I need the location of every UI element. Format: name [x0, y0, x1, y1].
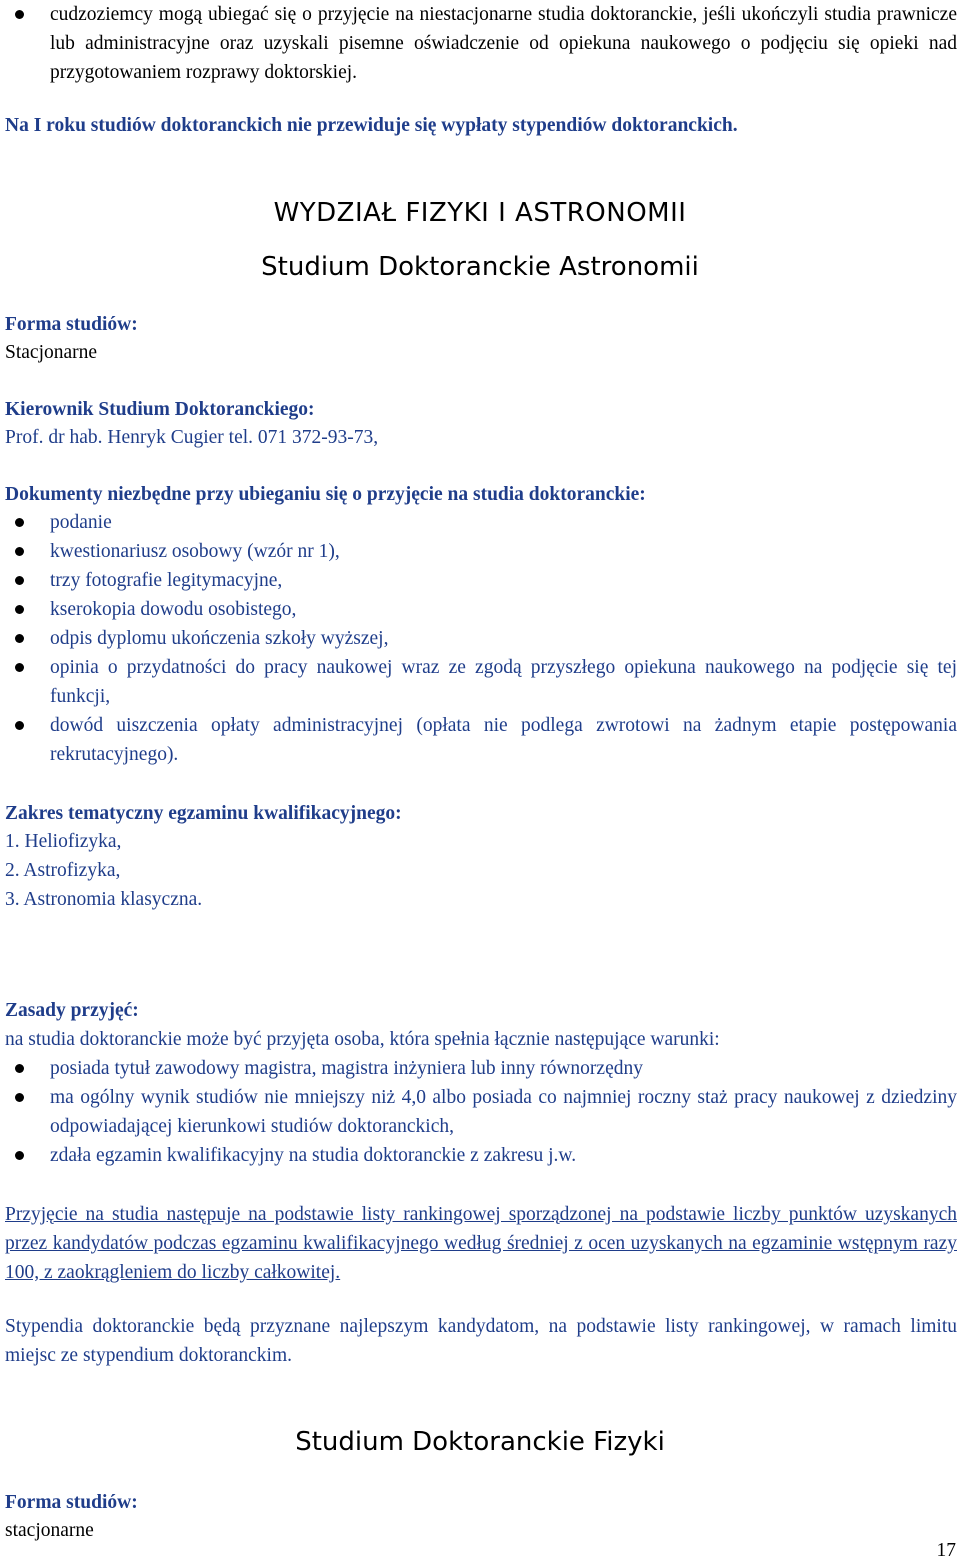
head-label: Kierownik Studium Doktoranckiego: [5, 399, 315, 420]
rules-intro: na studia doktoranckie może być przyjęta osoba, która spełnia łącznie następujące warunki: [5, 1029, 720, 1050]
no-scholarship-note: Na I roku studiów doktoranckich nie przewiduje się wypłaty stypendiów doktoranckich. [5, 115, 738, 136]
form-label: Forma studiów: [5, 314, 138, 335]
physics-title: Studium Doktoranckie Fizyki [295, 1427, 665, 1457]
rules-heading: Zasady przyjęć: [5, 1000, 139, 1021]
list-item: podanie [5, 508, 957, 537]
intro-bullet-item: cudzoziemcy mogą ubiegać się o przyjęcie na niestacjonarne studia doktoranckie, jeśli ukończyli studia prawnicze lub administracyjne oraz uzyskali pisemne oświadczenie od opiekuna naukowego o podjęciu się opieki nad przygotowaniem rozprawy doktorskiej. [5, 0, 957, 87]
documents-heading: Dokumenty niezbędne przy ubieganiu się o przyjęcie na studia doktoranckie: [5, 484, 646, 505]
list-item: odpis dyplomu ukończenia szkoły wyższej, [5, 624, 957, 653]
faculty-subtitle: Studium Doktoranckie Astronomii [261, 252, 699, 282]
list-item: ma ogólny wynik studiów nie mniejszy niż 4,0 albo posiada co najmniej roczny staż pracy naukowej z dziedziny odpowiadającej kierunkowi studiów doktoranckich, [5, 1083, 957, 1141]
list-item: zdała egzamin kwalifikacyjny na studia doktoranckie z zakresu j.w. [5, 1141, 957, 1170]
page-number: 17 [936, 1540, 956, 1561]
list-item: kwestionariusz osobowy (wzór nr 1), [5, 537, 957, 566]
exam-heading: Zakres tematyczny egzaminu kwalifikacyjnego: [5, 803, 402, 824]
head-value: Prof. dr hab. Henryk Cugier tel. 071 372-93-73, [5, 427, 379, 448]
list-item: kserokopia dowodu osobistego, [5, 595, 957, 624]
faculty-title: WYDZIAŁ FIZYKI I ASTRONOMII [273, 198, 687, 228]
list-item: trzy fotografie legitymacyjne, [5, 566, 957, 595]
documents-list [5, 508, 957, 769]
list-item: 2. Astrofizyka, [5, 860, 121, 881]
list-item: posiada tytuł zawodowy magistra, magistra inżyniera lub inny równorzędny [5, 1054, 957, 1083]
form-value: Stacjonarne [5, 342, 98, 363]
list-item: opinia o przydatności do pracy naukowej wraz ze zgodą przyszłego opiekuna naukowego na podjęcie się tej funkcji, [5, 653, 957, 711]
physics-form-value: stacjonarne [5, 1520, 94, 1541]
intro-list [5, 0, 957, 87]
list-item: dowód uiszczenia opłaty administracyjnej (opłata nie podlega zwrotowi na żadnym etapie postępowania rekrutacyjnego). [5, 711, 957, 769]
rules-list [5, 1054, 957, 1170]
scholarship-paragraph: Stypendia doktoranckie będą przyznane najlepszym kandydatom, na podstawie listy rankingowej, w ramach limitu miejsc ze stypendium doktoranckim. [5, 1316, 957, 1366]
exam-list [5, 827, 202, 914]
physics-form-label: Forma studiów: [5, 1492, 138, 1513]
ranking-paragraph: Przyjęcie na studia następuje na podstawie listy rankingowej sporządzonej na podstawie liczby punktów uzyskanych przez kandydatów podczas egzaminu kwalifikacyjnego według średniej z ocen uzyskanych na egzaminie wstępnym razy 100, z zaokrągleniem do liczby całkowitej. [5, 1204, 957, 1283]
list-item: 1. Heliofizyka, [5, 831, 122, 852]
list-item: 3. Astronomia klasyczna. [5, 889, 203, 910]
